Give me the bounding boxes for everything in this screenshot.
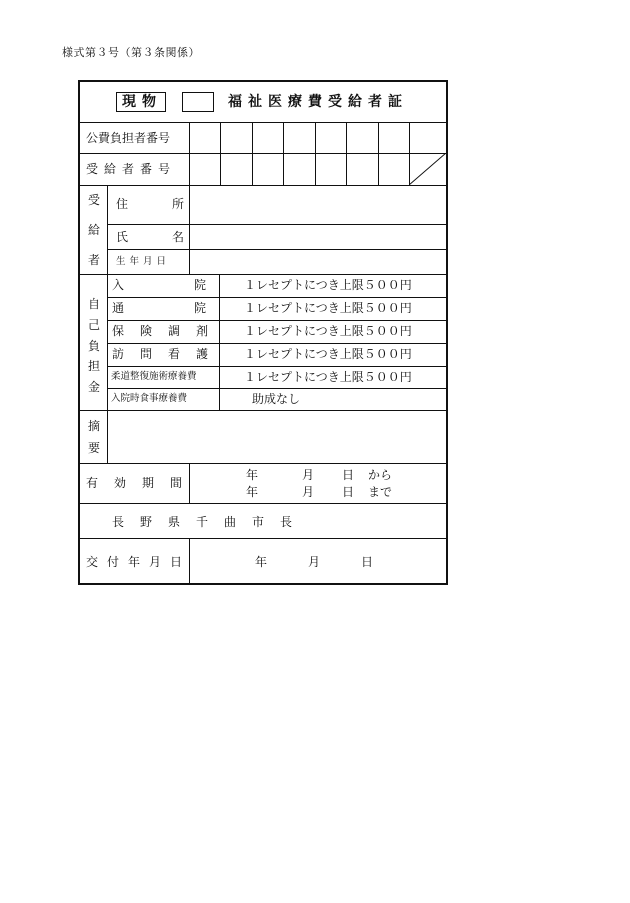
issue-date-year: 年 [255, 555, 268, 569]
issue-date-month: 月 [308, 555, 321, 569]
validity-until-suffix: まで [368, 485, 393, 499]
burden-value-home-nursing: １レセプトにつき上限５００円 [244, 347, 412, 361]
burden-label-inpatient: 入院 [112, 278, 277, 292]
validity-from-suffix: から [368, 468, 393, 482]
validity-from-day: 日 [342, 468, 355, 482]
burden-label-home-nursing: 訪問看護 [112, 347, 225, 361]
address-label: 住 所 [116, 197, 184, 211]
validity-label: 有 効 期 間 [86, 476, 182, 490]
form-number-caption: 様式第３号（第３条関係） [62, 46, 200, 59]
self-burden-group-label: 自 己 負 担 金 [88, 297, 101, 394]
name-label: 氏 名 [116, 230, 184, 244]
burden-label-meals: 入院時食事療養費 [111, 393, 188, 404]
burden-value-judo: １レセプトにつき上限５００円 [244, 370, 412, 384]
burden-value-outpatient: １レセプトにつき上限５００円 [244, 301, 412, 315]
burden-value-inpatient: １レセプトにつき上限５００円 [244, 278, 412, 292]
issue-date-day: 日 [361, 555, 374, 569]
public-payer-number-label: 公費負担者番号 [86, 131, 171, 145]
issuer-name: 長野県千曲市長 [112, 515, 309, 529]
certificate-title: 福祉医療費受給者証 [228, 94, 408, 110]
recipient-number-label: 受給者番号 [86, 162, 177, 176]
burden-label-judo: 柔道整復施術療養費 [111, 371, 197, 382]
issue-date-label: 交 付 年 月 日 [86, 555, 182, 569]
benefit-certificate-card [78, 80, 448, 585]
validity-until-day: 日 [342, 485, 355, 499]
in-kind-badge-label: 現物 [122, 94, 162, 110]
in-kind-badge [116, 92, 166, 112]
burden-value-pharmacy: １レセプトにつき上限５００円 [244, 324, 412, 338]
birthdate-label: 生年月日 [116, 256, 171, 267]
burden-value-meals: 助成なし [252, 392, 301, 406]
summary-group-label: 摘 要 [88, 419, 101, 455]
burden-label-outpatient: 通院 [112, 301, 277, 315]
blank-stamp-box [182, 92, 214, 112]
validity-until-month: 月 [302, 485, 315, 499]
burden-label-pharmacy: 保険調剤 [112, 324, 225, 338]
diagonal-slash [409, 153, 446, 185]
validity-from-year: 年 [246, 468, 259, 482]
recipient-group-label: 受 給 者 [88, 193, 101, 267]
validity-until-year: 年 [246, 485, 259, 499]
validity-from-month: 月 [302, 468, 315, 482]
